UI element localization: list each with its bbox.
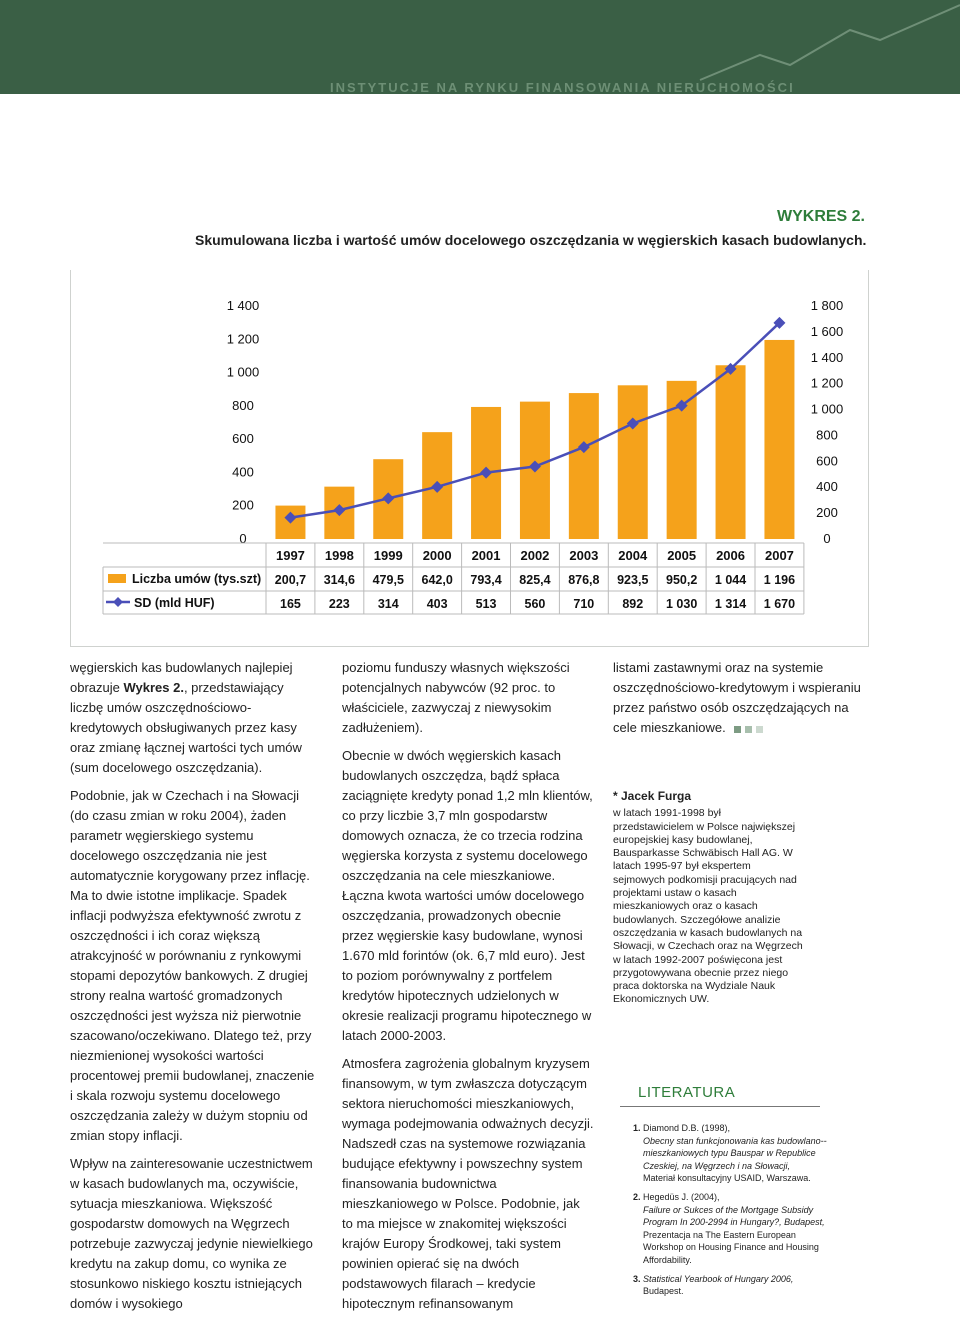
text-column-2	[342, 658, 594, 1322]
x-axis-category-label: 1999	[373, 548, 403, 563]
data-label-bars: 200,7	[274, 573, 307, 587]
figure-reference: Wykres 2.	[123, 680, 184, 695]
legend-swatch-bars	[108, 574, 126, 583]
data-label-bars: 642,0	[421, 573, 453, 587]
running-title: INSTYTUCJE NA RYNKU FINANSOWANIA NIERUCHOMOŚCI	[330, 80, 795, 95]
y-axis-left-tick-label: 1 000	[226, 364, 260, 380]
y-axis-right-tick-label: 800	[816, 427, 838, 443]
reference-item: 3. Statistical Yearbook of Hungary 2006, Budapest.	[633, 1273, 794, 1297]
reference-list	[633, 1122, 833, 1304]
x-axis-category-label: 1997	[275, 548, 305, 563]
x-axis-category-label: 2005	[667, 548, 697, 563]
legend-swatch-line-marker	[113, 597, 123, 607]
data-label-line: 314	[377, 597, 399, 611]
data-label-bars: 950,2	[666, 573, 698, 587]
data-label-line: 1 030	[666, 597, 698, 611]
y-axis-right-tick-label: 0	[823, 531, 831, 546]
x-axis-category-label: 1998	[324, 548, 354, 563]
paragraph: Wpływ na zainteresowanie uczestnictwem w kasach budowlanych ma, oczywiście, sytuacja mieszkaniowa. Większość gospodarstw domowych na Węgrzech potrzebuje zazwyczaj jedynie niewielkiego kredytu na zakup domu, co wynika ze stosunkowo niskiego kosztu istniejących domów i wysokiego	[70, 1156, 313, 1311]
y-axis-right-tick-label: 1 800	[810, 298, 844, 313]
data-label-line: 892	[622, 597, 644, 611]
data-label-bars: 876,8	[568, 573, 600, 587]
y-axis-left-tick-label: 400	[232, 464, 254, 480]
x-axis-category-label: 2002	[520, 548, 550, 563]
author-note	[613, 790, 803, 1007]
data-label-line: 1 314	[714, 597, 747, 611]
y-axis-right-tick-label: 1 600	[810, 323, 844, 339]
end-of-article-marks	[734, 719, 767, 739]
x-axis-category-label: 2007	[764, 548, 794, 563]
x-axis-category-label: 2004	[618, 548, 648, 563]
data-label-line: 403	[426, 597, 448, 611]
paragraph: listami zastawnymi oraz na systemie oszczędnościowo-kredytowym i wspieraniu przez państwo osób oszczędzających na cele mieszkaniowe.	[613, 658, 875, 739]
bar-line-chart	[0, 0, 960, 660]
data-label-bars: 825,4	[519, 573, 551, 587]
data-label-line: 223	[328, 597, 350, 611]
y-axis-left-tick-label: 600	[232, 431, 254, 447]
x-axis-category-label: 2001	[471, 548, 501, 563]
author-bio: w latach 1991-1998 był przedstawicielem w Polsce największej europejskiej kasy budowlanej, Bausparkasse Schwäbisch Hall AG. W latach 1995-97 był ekspertem sejmowych podkomisji pracujących nad projektami ustaw o kasach mieszkaniowych oraz o kasach budowlanych. Szczegółowe analizie oszczędzania w kasach budowlanych na Słowacji, w Czechach oraz na Węgrzech w latach 1992-2007 poświęcona jest przygotowywana obecnie przez niego praca doktorska na Wydziale Nauk Ekonomicznych UW.	[613, 807, 803, 1006]
y-axis-left-tick-label: 1 200	[226, 331, 260, 347]
paragraph: węgierskich kas budowlanych najlepiej obrazuje Wykres 2., przedstawiający liczbę umów oszczędnościowo-kredytowych obsługiwanych przez kasy oraz zmianę łącznej wartości tych umów (sum docelowego oszczędzania).	[70, 660, 302, 775]
bar	[764, 340, 794, 539]
bar	[716, 365, 746, 539]
data-label-line: 1 670	[763, 597, 796, 611]
y-axis-right-tick-label: 400	[816, 479, 838, 495]
legend-label-line: SD (mld HUF)	[134, 596, 215, 610]
y-axis-left-tick-label: 1 400	[226, 298, 260, 313]
author-name: * Jacek Furga	[613, 789, 692, 803]
paragraph: poziomu funduszy własnych większości potencjalnych nabywców (92 proc. to właściciele, zazwyczaj z niewysokim zadłużeniem).	[342, 660, 570, 735]
y-axis-left-tick-label: 0	[239, 531, 247, 546]
literature-divider	[620, 1106, 820, 1107]
figure-caption: Skumulowana liczba i wartość umów docelowego oszczędzania w węgierskich kasach budowlanych.	[195, 232, 867, 248]
legend-label-bars: Liczba umów (tys.szt)	[132, 572, 262, 586]
reference-item: 1. Diamond D.B. (1998), Obecny stan funkcjonowania kas budowlano--mieszkaniowych typu Bauspar w Republice Czeskiej, na Węgrzech i na Słowacji, Materiał konsultacyjny USAID, Warszawa.	[633, 1123, 827, 1184]
data-label-line: 165	[280, 597, 301, 611]
data-label-bars: 793,4	[470, 573, 502, 587]
x-axis-category-label: 2000	[422, 548, 452, 563]
paragraph: Podobnie, jak w Czechach i na Słowacji (do czasu zmian w roku 2004), żaden parametr węgierskiego systemu docelowego oszczędzania nie jest automatycznie korygowany przez inflację. Ma to dwie istotne implikacje. Spadek inflacji podwyższa efektywność zwrotu z oszczędności i ich coraz większą atrakcyjność w porównaniu z rynkowymi stopami depozytów bankowych. Z drugiej strony realna wartość gromadzonych oszczędności jest wyższa niż pierwotnie szacowano/oczekiwano. Dlatego też, przy niezmienionej wysokości wartości procentowej premii budowlanej, znaczenie i skala rozwoju systemu docelowego oszczędzania zależy w dużym stopniu od zmian stopy inflacji.	[70, 788, 315, 1143]
y-axis-right-tick-label: 1 200	[810, 375, 844, 391]
y-axis-right-tick-label: 1 400	[810, 349, 844, 365]
y-axis-left-tick-label: 800	[232, 397, 254, 413]
paragraph: Obecnie w dwóch węgierskich kasach budowlanych oszczędza, bądź spłaca zaciągnięte kredyty ponad 1,2 mln klientów, co przy liczbie 3,7 mln gospodarstw domowych oznacza, że co trzecia rodzina węgierska korzysta z systemu docelowego oszczędzania na cele mieszkaniowe. Łączna kwota wartości umów docelowego oszczędzania, prowadzonych obecnie przez węgierskie kasy budowlane, wynosi 1.670 mld forintów (ok. 6,7 mld euro). Jest to poziom porównywalny z portfelem kredytów hipotecznych udzielonych w okresie realizacji programu hipotecznego w latach 2000-2003.	[342, 748, 593, 1043]
y-axis-left-tick-label: 200	[232, 497, 254, 513]
bar	[569, 393, 599, 539]
y-axis-right-tick-label: 200	[816, 505, 838, 521]
data-label-bars: 479,5	[372, 573, 404, 587]
y-axis-right-tick-label: 1 000	[810, 401, 844, 417]
x-axis-category-label: 2003	[569, 548, 599, 563]
literature-title: LITERATURA	[638, 1084, 736, 1101]
data-label-line: 513	[475, 597, 497, 611]
data-label-line: 710	[573, 597, 595, 611]
data-label-bars: 314,6	[323, 573, 355, 587]
text-column-3	[613, 658, 875, 747]
data-label-bars: 1 196	[763, 573, 796, 587]
data-label-line: 560	[524, 597, 546, 611]
bar	[618, 385, 648, 539]
text-column-1	[70, 658, 320, 1322]
x-axis-category-label: 2006	[716, 548, 746, 563]
figure-label: WYKRES 2.	[776, 208, 865, 225]
data-label-bars: 923,5	[617, 573, 649, 587]
data-label-bars: 1 044	[714, 573, 747, 587]
y-axis-right-tick-label: 600	[816, 453, 838, 469]
reference-item: 2. Hegedüs J. (2004), Failure or Sukces of the Mortgage Subsidy Program In 200-2994 in Hungary?, Budapest, Prezentacja na The Eastern European Workshop on Housing Finance and Housing Affordability.	[633, 1191, 825, 1265]
paragraph: Atmosfera zagrożenia globalnym kryzysem finansowym, w tym zwłaszcza dotyczącym sektora nieruchomości mieszkaniowych, wymaga podejmowania odważnych decyzji. Nadszedł czas na systemowe rozwiązania budujące efektywny i powszechny system finansowania budownictwa mieszkaniowego w Polsce. Podobnie, jak to ma miejsce w znakomitej większości krajów Europy Środkowej, taki system powinien opierać się na dwóch podstawowych filarach – kredycie hipotecznym refinansowanym	[342, 1056, 594, 1311]
